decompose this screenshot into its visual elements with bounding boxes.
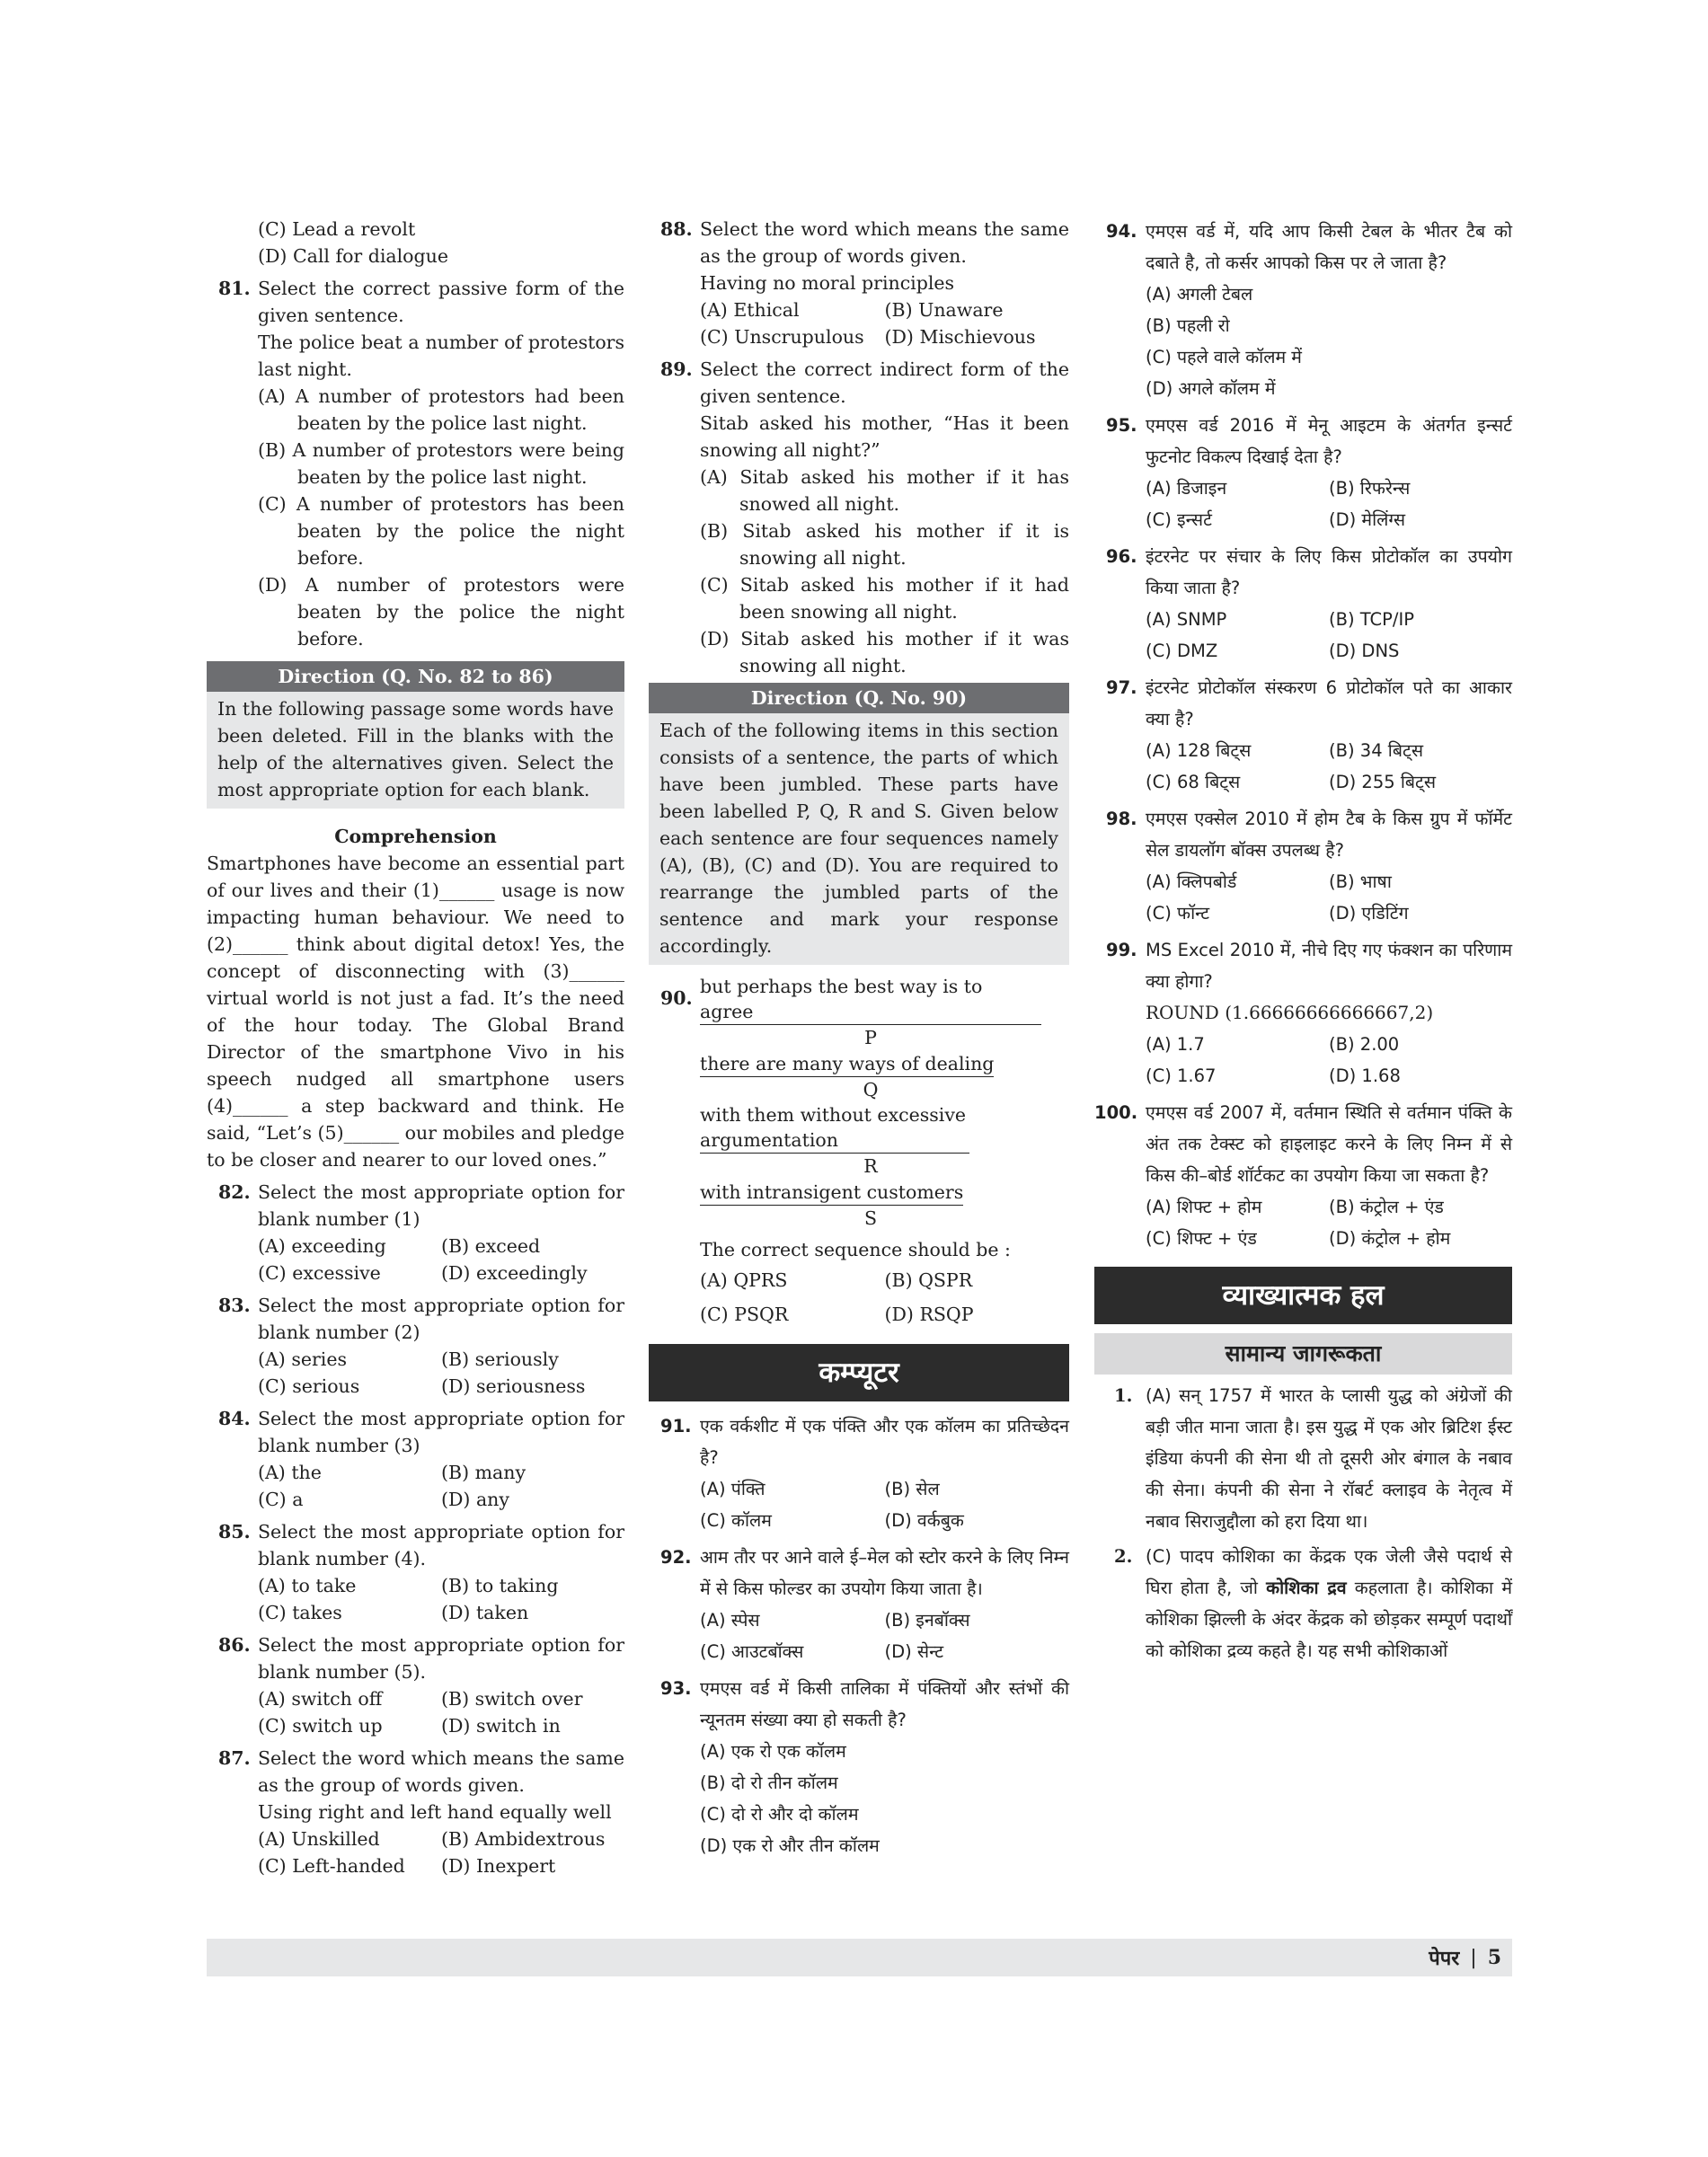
option: (D) Call for dialogue	[258, 245, 448, 267]
option-row	[207, 1459, 624, 1486]
option: (B) A number of protestors were being beaten by the police last night.	[258, 439, 624, 488]
option: (A) 1.7	[1146, 1034, 1205, 1055]
option-row	[1094, 897, 1512, 929]
answer-number: 2.	[1114, 1546, 1133, 1567]
option: (C) शिफ्ट + एंड	[1146, 1228, 1257, 1249]
question-text: MS Excel 2010 में, नीचे दिए गए फंक्शन का परिणाम क्या होगा?	[1146, 940, 1512, 992]
option: (D) मेलिंग्स	[1329, 509, 1406, 530]
option: (B) exceed	[441, 1235, 541, 1257]
option: (A) पंक्ति	[700, 1479, 766, 1499]
question-87	[207, 1745, 624, 1825]
answer-text: (A) सन् 1757 में भारत के प्लासी युद्ध को अंग्रेजों की बड़ी जीत माना जाता है। इस युद्ध में एक ओर ब्रिटिश ईस्ट इंडिया कंपनी की सेना थी तो दूसरी ओर बंगाल के नबाव की सेना। कंपनी की सेना ने रॉबर्ट क्लाइव के नेतृत्व में नबाव सिराजुद्दौला को हरा दिया था।	[1146, 1385, 1512, 1532]
question-91	[649, 1410, 1069, 1473]
option: (B) इनबॉक्स	[884, 1610, 970, 1631]
question-82	[207, 1179, 624, 1233]
option: (D) RSQP	[884, 1304, 974, 1325]
option-row	[207, 1572, 624, 1599]
question-number: 90.	[660, 987, 693, 1009]
option: (B) दो रो तीन कॉलम	[700, 1772, 838, 1793]
question-97	[1094, 672, 1512, 735]
option: (C) Unscrupulous	[700, 326, 864, 348]
question-number: 92.	[660, 1547, 692, 1568]
option: (C) takes	[258, 1602, 342, 1623]
question-phrase: Using right and left hand equally well	[258, 1801, 612, 1823]
option-row	[649, 1263, 1069, 1297]
question-text: Select the most appropriate option for blank number (4).	[258, 1521, 624, 1569]
question-text: इंटरनेट पर संचार के लिए किस प्रोटोकॉल का उपयोग किया जाता है?	[1146, 546, 1512, 598]
option: (A) the	[258, 1462, 322, 1483]
option: (C) serious	[258, 1375, 360, 1397]
option: (A) 128 बिट्स	[1146, 740, 1252, 761]
question-100	[1094, 1097, 1512, 1191]
option: (A) शिफ्ट + होम	[1146, 1197, 1262, 1217]
option: (C) DMZ	[1146, 641, 1218, 661]
option-row	[207, 1260, 624, 1286]
direction-text: Each of the following items in this section consists of a sentence, the parts of which have been jumbled. These parts have been labelled P, Q, R and S. Given below each sentence are four sequences namely (A), (B), (C) and (D). You are required to rearrange the jumbled parts of the sentence and mark your response accordingly.	[649, 713, 1069, 965]
question-text: एमएस एक्सेल 2010 में होम टैब के किस ग्रुप में फॉर्मेट सेल डायलॉग बॉक्स उपलब्ध है?	[1146, 809, 1512, 861]
function-expression: ROUND (1.66666666666667,2)	[1146, 1002, 1434, 1023]
option: (C) आउटबॉक्स	[700, 1641, 804, 1662]
option: (B) रिफरेन्स	[1329, 478, 1411, 499]
question-number: 82.	[218, 1181, 251, 1203]
option: (B) switch over	[441, 1688, 583, 1710]
option-row	[1094, 1029, 1512, 1060]
part-text: but perhaps the best way is to agree	[700, 974, 1041, 1025]
option-row	[207, 1712, 624, 1739]
option: (D) exceedingly	[441, 1262, 588, 1284]
part-label: P	[864, 1027, 877, 1048]
section-heading-explanations: व्याख्यात्मक हल	[1094, 1267, 1512, 1324]
direction-text: In the following passage some words have been deleted. Fill in the blanks with the help of the alternatives given. Select the most appropriate option for each blank.	[207, 692, 624, 809]
option-row	[649, 1604, 1069, 1636]
question-text: Select the most appropriate option for blank number (5).	[258, 1634, 624, 1683]
direction-heading: Direction (Q. No. 82 to 86)	[207, 661, 624, 692]
option-row	[649, 1505, 1069, 1536]
option-row	[1094, 473, 1512, 504]
question-text: Select the most appropriate option for blank number (3)	[258, 1408, 624, 1456]
question-text: एक वर्कशीट में एक पंक्ति और एक कॉलम का प्रतिच्छेदन है?	[700, 1416, 1069, 1468]
option: (C) switch up	[258, 1715, 383, 1737]
q89-options	[649, 464, 1069, 679]
question-99	[1094, 934, 1512, 1029]
option: (A) switch off	[258, 1688, 383, 1710]
option: (A) Sitab asked his mother if it has snowed all night.	[700, 466, 1069, 515]
question-phrase: Having no moral principles	[700, 272, 955, 294]
column-2	[649, 216, 1069, 1861]
question-86	[207, 1631, 624, 1685]
part-label: Q	[863, 1079, 879, 1101]
option-row	[1094, 504, 1512, 535]
q80-options	[207, 216, 624, 270]
option: (A) एक रो एक कॉलम	[700, 1741, 846, 1762]
option: (D) seriousness	[441, 1375, 586, 1397]
option: (B) कंट्रोल + एंड	[1329, 1197, 1444, 1217]
question-number: 89.	[660, 358, 693, 380]
jumbled-part-r	[649, 1102, 1041, 1179]
question-number: 87.	[218, 1747, 251, 1769]
option: (B) seriously	[441, 1348, 559, 1370]
option: (B) many	[441, 1462, 527, 1483]
part-text: there are many ways of dealing	[700, 1051, 994, 1077]
option: (B) पहली रो	[1146, 315, 1230, 336]
question-93	[649, 1673, 1069, 1736]
option-row	[207, 1599, 624, 1626]
option-row	[1094, 1191, 1512, 1223]
option: (C) a	[258, 1489, 304, 1510]
question-text: एमएस वर्ड में किसी तालिका में पंक्तियों और स्तंभों की न्यूनतम संख्या क्या हो सकती है?	[700, 1678, 1069, 1730]
question-98	[1094, 803, 1512, 866]
option: (B) QSPR	[884, 1269, 973, 1291]
option: (B) Sitab asked his mother if it is snowing all night.	[700, 520, 1069, 569]
option-row	[649, 1636, 1069, 1667]
option: (A) to take	[258, 1575, 357, 1596]
question-88	[649, 216, 1069, 296]
option: (A) Ethical	[700, 299, 800, 321]
answer-2	[1094, 1541, 1512, 1666]
option: (C) excessive	[258, 1262, 381, 1284]
option-row	[207, 1685, 624, 1712]
footer-label: पेपर	[1429, 1948, 1460, 1970]
option: (A) क्लिपबोर्ड	[1146, 871, 1237, 892]
question-text: Select the word which means the same as the group of words given.	[700, 218, 1069, 267]
question-94	[1094, 216, 1512, 278]
question-number: 86.	[218, 1634, 251, 1656]
column-1	[207, 216, 624, 1879]
question-text: Select the most appropriate option for blank number (2)	[258, 1295, 624, 1343]
option: (B) भाषा	[1329, 871, 1392, 892]
question-81	[207, 275, 624, 383]
question-text: एमएस वर्ड 2016 में मेनू आइटम के अंतर्गत इन्सर्ट फुटनोट विकल्प दिखाई देता है?	[1146, 415, 1512, 467]
question-number: 83.	[218, 1295, 251, 1316]
option: (D) DNS	[1329, 641, 1400, 661]
page-number: 5	[1487, 1946, 1501, 1969]
option-row	[649, 1473, 1069, 1505]
question-number: 81.	[218, 278, 251, 299]
subsection-heading-general-awareness: सामान्य जागरूकता	[1094, 1333, 1512, 1375]
option-row	[649, 323, 1069, 350]
part-label: S	[863, 1207, 878, 1229]
option-row	[1094, 766, 1512, 798]
question-text: एमएस वर्ड 2007 में, वर्तमान स्थिति से वर्तमान पंक्ति के अंत तक टेक्स्ट को हाइलाइट करने के लिए निम्न में से किस की–बोर्ड शॉर्टकट का उपयोग किया जा सकता है?	[1146, 1102, 1512, 1186]
question-number: 95.	[1106, 415, 1137, 436]
option: (C) 68 बिट्स	[1146, 772, 1241, 792]
option: (A) अगली टेबल	[1146, 284, 1253, 305]
option: (A) exceeding	[258, 1235, 386, 1257]
question-text: Select the correct passive form of the given sentence.	[258, 278, 624, 326]
option: (B) Unaware	[884, 299, 1004, 321]
question-number: 94.	[1106, 221, 1137, 242]
question-number: 84.	[218, 1408, 251, 1429]
question-95	[1094, 410, 1512, 473]
sequence-prompt: The correct sequence should be :	[700, 1239, 1011, 1260]
answer-number: 1.	[1114, 1385, 1133, 1406]
option-row	[1094, 1060, 1512, 1092]
option-row	[1094, 735, 1512, 766]
jumbled-part-p	[649, 974, 1041, 1050]
option: (C) PSQR	[700, 1304, 789, 1325]
jumbled-part-s	[649, 1179, 1041, 1231]
option: (A) A number of protestors had been beaten by the police last night.	[258, 385, 624, 434]
option: (D) अगले कॉलम में	[1146, 378, 1276, 399]
option-row	[649, 1297, 1069, 1331]
option-row	[207, 1486, 624, 1513]
question-number: 93.	[660, 1678, 692, 1699]
q94-options	[1094, 278, 1512, 404]
question-number: 85.	[218, 1521, 251, 1543]
direction-heading: Direction (Q. No. 90)	[649, 683, 1069, 713]
option-row	[207, 1373, 624, 1400]
answer-text-part: कहलाता है। कोशिका में कोशिका झिल्ली के अंदर केंद्रक को छोड़कर सम्पूर्ण पदार्थों को कोशिका द्रव्य कहते है। यह सभी कोशिकाओं	[1146, 1578, 1512, 1661]
option: (C) 1.67	[1146, 1065, 1217, 1086]
answer-1	[1094, 1380, 1512, 1537]
question-number: 100.	[1094, 1102, 1138, 1123]
option: (A) SNMP	[1146, 609, 1227, 630]
option: (C) फॉन्ट	[1146, 903, 1210, 924]
answer-keyword: कोशिका द्रव	[1266, 1578, 1347, 1598]
question-number: 91.	[660, 1416, 692, 1437]
option: (A) series	[258, 1348, 347, 1370]
comprehension-title: Comprehension	[334, 826, 497, 847]
option: (B) 2.00	[1329, 1034, 1400, 1055]
option: (D) सेन्ट	[884, 1641, 944, 1662]
option: (B) TCP/IP	[1329, 609, 1415, 630]
footer-separator: |	[1470, 1946, 1477, 1969]
answer-text-part: (C) पादप कोशिका का केंद्रक एक जेली जैसे पदार्थ से घिरा होता है, जो	[1146, 1546, 1512, 1598]
question-92	[649, 1542, 1069, 1604]
option-row	[207, 1825, 624, 1852]
question-text: आम तौर पर आने वाले ई–मेल को स्टोर करने के लिए निम्न में से किस फोल्डर का उपयोग किया जाता है।	[700, 1547, 1069, 1599]
option-row	[207, 1233, 624, 1260]
part-label: R	[863, 1155, 878, 1177]
option-row	[1094, 866, 1512, 897]
option-row	[1094, 604, 1512, 635]
q93-options	[649, 1736, 1069, 1861]
option: (D) एक रो और तीन कॉलम	[700, 1835, 880, 1856]
option: (D) Mischievous	[884, 326, 1036, 348]
option: (D) taken	[441, 1602, 529, 1623]
option-row	[1094, 1223, 1512, 1254]
option: (D) कंट्रोल + होम	[1329, 1228, 1451, 1249]
question-sentence: Sitab asked his mother, “Has it been snowing all night?”	[700, 412, 1069, 461]
question-84	[207, 1405, 624, 1459]
question-89	[649, 356, 1069, 464]
option: (D) switch in	[441, 1715, 561, 1737]
option: (D) 255 बिट्स	[1329, 772, 1437, 792]
option: (C) कॉलम	[700, 1510, 772, 1531]
page-footer	[207, 1939, 1512, 1976]
column-3	[1094, 216, 1512, 1666]
option: (D) A number of protestors were beaten by the police the night before.	[258, 574, 624, 650]
option: (D) 1.68	[1329, 1065, 1401, 1086]
question-number: 99.	[1106, 940, 1137, 960]
option: (D) एडिटिंग	[1329, 903, 1409, 924]
answer-text	[1146, 1541, 1512, 1666]
question-number: 97.	[1106, 677, 1137, 698]
option: (C) A number of protestors has been beaten by the police the night before.	[258, 493, 624, 569]
option: (B) सेल	[884, 1479, 940, 1499]
question-text: एमएस वर्ड में, यदि आप किसी टेबल के भीतर टैब को दबाते है, तो कर्सर आपको किस पर ले जाता है?	[1146, 221, 1512, 273]
jumbled-part-q	[649, 1050, 1041, 1102]
part-text: with them without excessive argumentation	[700, 1102, 969, 1154]
option: (A) QPRS	[700, 1269, 788, 1291]
question-text: Select the correct indirect form of the given sentence.	[700, 358, 1069, 407]
section-heading-computer: कम्प्यूटर	[649, 1344, 1069, 1401]
q81-options	[207, 383, 624, 652]
option: (C) Left-handed	[258, 1855, 405, 1877]
option: (D) Inexpert	[441, 1855, 556, 1877]
question-number: 98.	[1106, 809, 1137, 829]
question-text: Select the word which means the same as the group of words given.	[258, 1747, 624, 1796]
question-number: 96.	[1106, 546, 1137, 567]
option: (C) पहले वाले कॉलम में	[1146, 347, 1302, 367]
option-row	[1094, 635, 1512, 667]
question-text: इंटरनेट प्रोटोकॉल संस्करण 6 प्रोटोकॉल पते का आकार क्या है?	[1146, 677, 1512, 729]
part-text: with intransigent customers	[700, 1180, 963, 1206]
question-85	[207, 1518, 624, 1572]
option-row	[207, 1852, 624, 1879]
option: (A) Unskilled	[258, 1828, 380, 1850]
question-text: Select the most appropriate option for blank number (1)	[258, 1181, 624, 1230]
option: (C) इन्सर्ट	[1146, 509, 1212, 530]
option: (C) दो रो और दो कॉलम	[700, 1804, 859, 1825]
option: (D) Sitab asked his mother if it was snowing all night.	[700, 628, 1069, 676]
option: (D) any	[441, 1489, 509, 1510]
comprehension-passage: Smartphones have become an essential part of our lives and their (1)______ usage is now impacting human behaviour. We need to (2)______ think about digital detox! Yes, the concept of disconnecting with (3)______ virtual world is not just a fad. It’s the need of the hour today. The Global Brand Director of the smartphone Vivo in his speech nudged all smartphone users (4)______ a step backward and think. He said, “Let’s (5)______ our mobiles and pledge to be closer and nearer to our loved ones.”	[207, 853, 624, 1171]
option: (A) स्पेस	[700, 1610, 760, 1631]
option: (D) वर्कबुक	[884, 1510, 964, 1531]
option-row	[207, 1346, 624, 1373]
option: (B) 34 बिट्स	[1329, 740, 1423, 761]
question-sentence: The police beat a number of protestors last night.	[258, 332, 624, 380]
option: (B) Ambidextrous	[441, 1828, 606, 1850]
question-96	[1094, 541, 1512, 604]
option: (C) Sitab asked his mother if it had been snowing all night.	[700, 574, 1069, 623]
question-83	[207, 1292, 624, 1346]
option: (B) to taking	[441, 1575, 559, 1596]
option: (C) Lead a revolt	[258, 218, 416, 240]
option-row	[649, 296, 1069, 323]
option: (A) डिजाइन	[1146, 478, 1227, 499]
question-number: 88.	[660, 218, 693, 240]
